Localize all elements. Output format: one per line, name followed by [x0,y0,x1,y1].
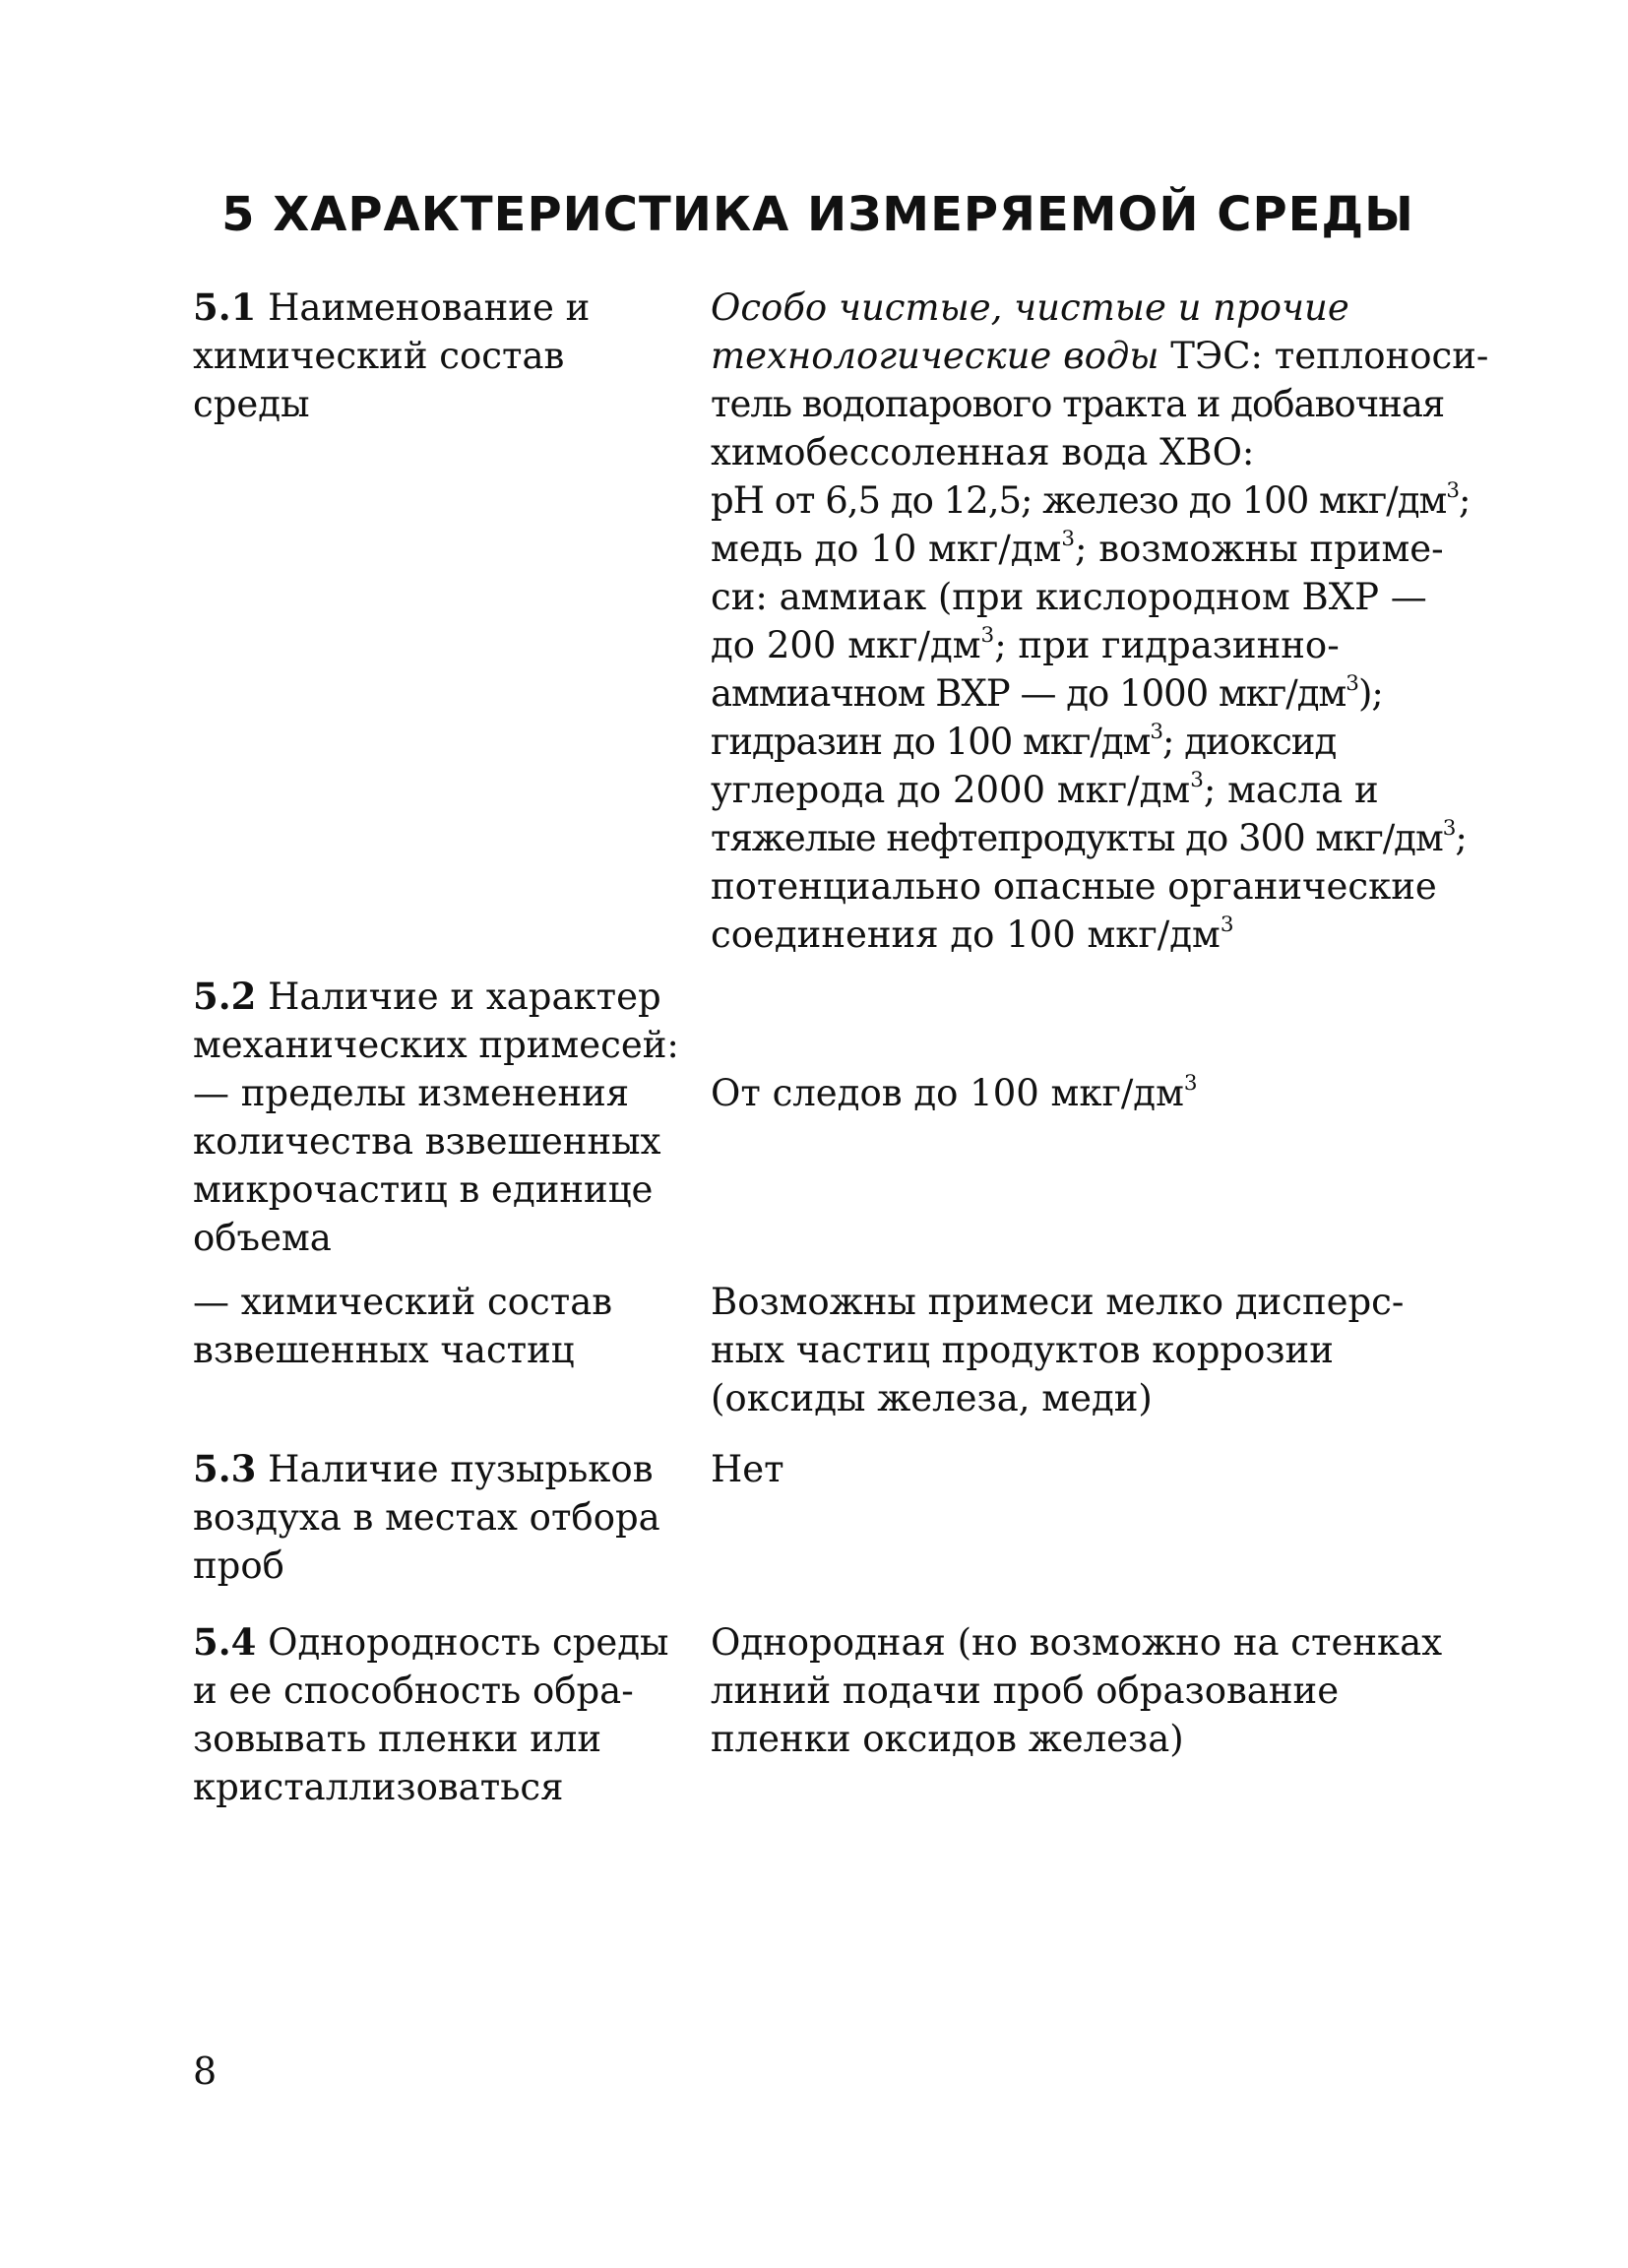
item-number: 5.2 [193,975,257,1018]
item-5-4-value: Однородная (но возможно на стенках линий подачи проб образование пленки оксидов железа) [711,1621,1443,1760]
item-number: 5.1 [193,285,257,329]
item-5-2-sub2-label: — химический состав взвешенных частиц [193,1281,613,1371]
item-5-1-label: 5.1 Наименование и химический состав среды [193,285,591,425]
page-number: 8 [193,2049,218,2093]
item-5-3-value: Нет [711,1448,784,1490]
section-title: 5 ХАРАКТЕРИСТИКА ИЗМЕРЯЕМОЙ СРЕДЫ [221,187,1414,242]
item-5-2-sub2-value: Возможны примеси мелко дисперс- ных частиц продуктов коррозии (оксиды железа, меди) [711,1281,1405,1419]
item-number: 5.3 [193,1447,257,1490]
item-5-1-value: Особо чистые, чистые и прочие технологические воды ТЭС: теплоноси- тель водопарового тракта и добавочная химобессоленная вода ХВО: pH от 6,5 до 12,5; железо до 100 мкг/$дм^3$; медь до 10 мкг/$дм^3$; возможны приме- си: аммиак (при кислородном ВХР — до 200 мкг/$дм^3$; при гидразинно- аммиачном ВХР — до 1000 мкг/$дм^3$); гидразин до 100 мкг/$дм^3$; диоксид углерода до 2000 мкг/$дм^3$; масла и тяжелые нефтепродукты до 300 мкг/$дм^3$; потенциально опасные органические соединения до 100 мкг/$дм^3$ [711,286,1489,956]
item-number: 5.4 [193,1620,257,1664]
item-5-4-label: 5.4 Однородность среды и ее способность обра- зовывать пленки или кристаллизоваться [193,1620,669,1808]
item-5-2-sub1-value: От следов до 100 мкг/$дм^3$ [711,1070,1198,1114]
item-5-3-label: 5.3 Наличие пузырьков воздуха в местах отбора проб [193,1447,660,1587]
item-5-2-label: 5.2 Наличие и характер механических примесей: — пределы изменения количества взвешенных микрочастиц в единице объема [193,975,679,1259]
